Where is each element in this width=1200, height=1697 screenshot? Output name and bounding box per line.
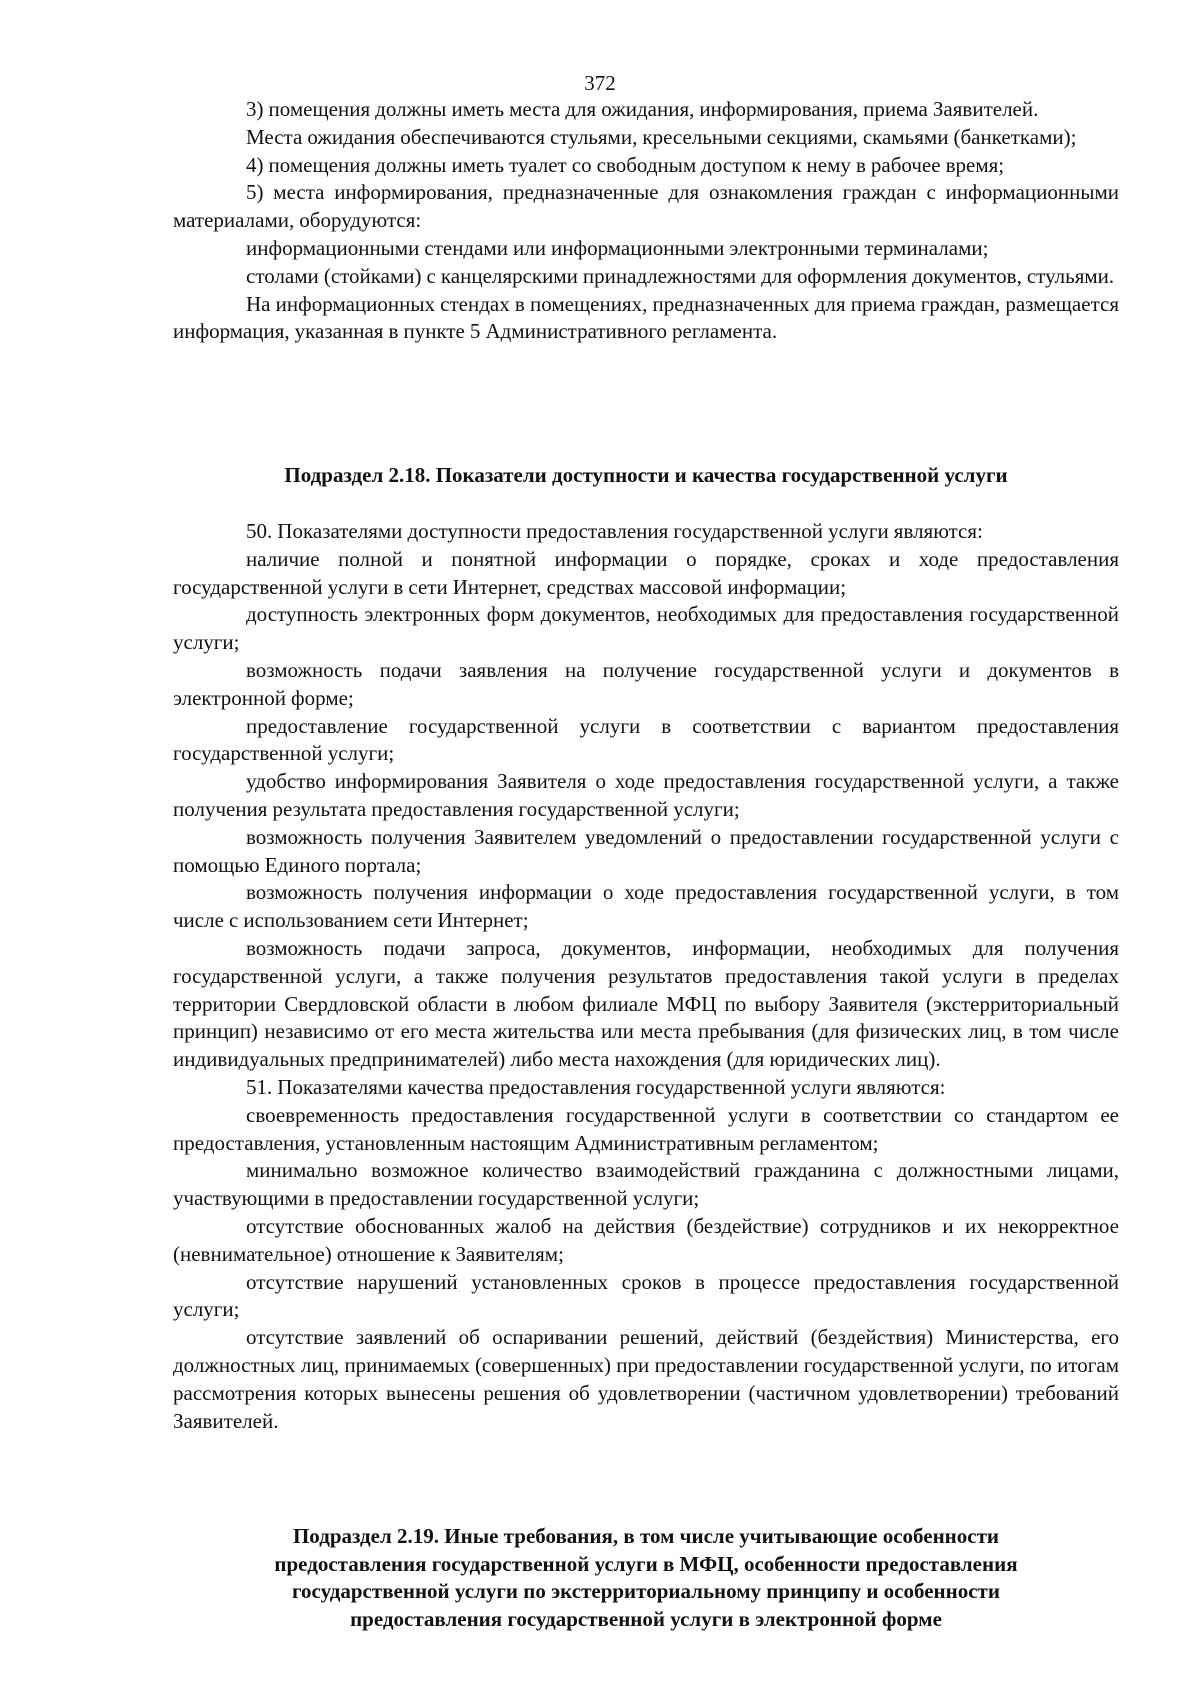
paragraph: доступность электронных форм документов, необходимых для предоставления государственной услуги; (173, 602, 1119, 655)
paragraph: предоставление государственной услуги в соответствии с вариантом предоставления государственной услуги; (173, 713, 1119, 766)
paragraph: На информационных стендах в помещениях, предназначенных для приема граждан, размещается информация, указанная в пункте 5 Административного регламента. (173, 291, 1119, 344)
paragraph: информационными стендами или информационными электронными терминалами; (246, 235, 989, 260)
subsection-heading-2-18-container (173, 462, 1119, 490)
paragraph: 4) помещения должны иметь туалет со свободным доступом к нему в рабочее время; (246, 152, 1005, 177)
paragraph: отсутствие обоснованных жалоб на действия (бездействие) сотрудников и их некорректное (невнимательное) отношение к Заявителям; (173, 1213, 1119, 1266)
paragraph: Места ожидания обеспечиваются стульями, кресельными секциями, скамьями (банкетками); (246, 124, 1077, 149)
paragraph: возможность подачи заявления на получение государственной услуги и документов в электронной форме; (173, 657, 1119, 710)
paragraph: минимально возможное количество взаимодействий гражданина с должностными лицами, участвующими в предоставлении государственной услуги; (173, 1158, 1119, 1211)
paragraph: 51. Показателями качества предоставления государственной услуги являются: (246, 1074, 946, 1099)
paragraph: своевременность предоставления государственной услуги в соответствии со стандартом ее предоставления, установленным настоящим Административным регламентом; (173, 1102, 1119, 1155)
section-accessibility-quality-indicators (173, 518, 1119, 1435)
paragraph: возможность подачи запроса, документов, информации, необходимых для получения государственной услуги, а также получения результатов предоставления такой услуги в пределах территории Свердловской области в любом филиале МФЦ по выбору Заявителя (экстерриториальный принцип) независимо от его места жительства или места пребывания (для физических лиц, в том числе индивидуальных предпринимателей) либо места нахождения (для юридических лиц). (173, 935, 1119, 1072)
paragraph: удобство информирования Заявителя о ходе предоставления государственной услуги, а также получения результата предоставления государственной услуги; (173, 769, 1119, 821)
page-number: 372 (584, 71, 616, 95)
paragraph: 3) помещения должны иметь места для ожидания, информирования, приема Заявителей. (246, 97, 1039, 121)
paragraph: возможность получения Заявителем уведомлений о предоставлении государственной услуги с помощью Единого портала; (173, 824, 1119, 877)
paragraph: 50. Показателями доступности предоставления государственной услуги являются: (246, 519, 983, 543)
paragraph: отсутствие нарушений установленных сроков в процессе предоставления государственной услуги; (173, 1269, 1119, 1322)
paragraph: наличие полной и понятной информации о порядке, сроках и ходе предоставления государственной услуги в сети Интернет, средствах массовой информации; (173, 546, 1119, 599)
subsection-heading-2-19-container (173, 1523, 1119, 1633)
section-premises-requirements (173, 96, 1119, 346)
subsection-heading-2-19-line: предоставления государственной услуги в МФЦ, особенности предоставления (274, 1551, 1018, 1576)
subsection-heading-2-18: Подраздел 2.18. Показатели доступности и качества государственной услуги (284, 463, 1008, 487)
subsection-heading-2-19-line: предоставления государственной услуги в электронной форме (350, 1606, 942, 1631)
paragraph: 5) места информирования, предназначенные для ознакомления граждан с информационными материалами, оборудуются: (173, 180, 1119, 233)
subsection-heading-2-19-line: государственной услуги по экстерриториальному принципу и особенности (292, 1579, 1000, 1603)
paragraph: столами (стойками) с канцелярскими принадлежностями для оформления документов, стульями. (246, 263, 1115, 288)
subsection-heading-2-19-line: Подраздел 2.19. Иные требования, в том числе учитывающие особенности (292, 1524, 1000, 1548)
paragraph: возможность получения информации о ходе предоставления государственной услуги, в том числе с использованием сети Интернет; (173, 880, 1119, 933)
paragraph: отсутствие заявлений об оспаривании решений, действий (бездействия) Министерства, его должностных лиц, принимаемых (совершенных) при предоставлении государственной услуги, по итогам рассмотрения которых вынесены решения об удовлетворении (частичном удовлетворении) требований Заявителей. (173, 1325, 1119, 1433)
